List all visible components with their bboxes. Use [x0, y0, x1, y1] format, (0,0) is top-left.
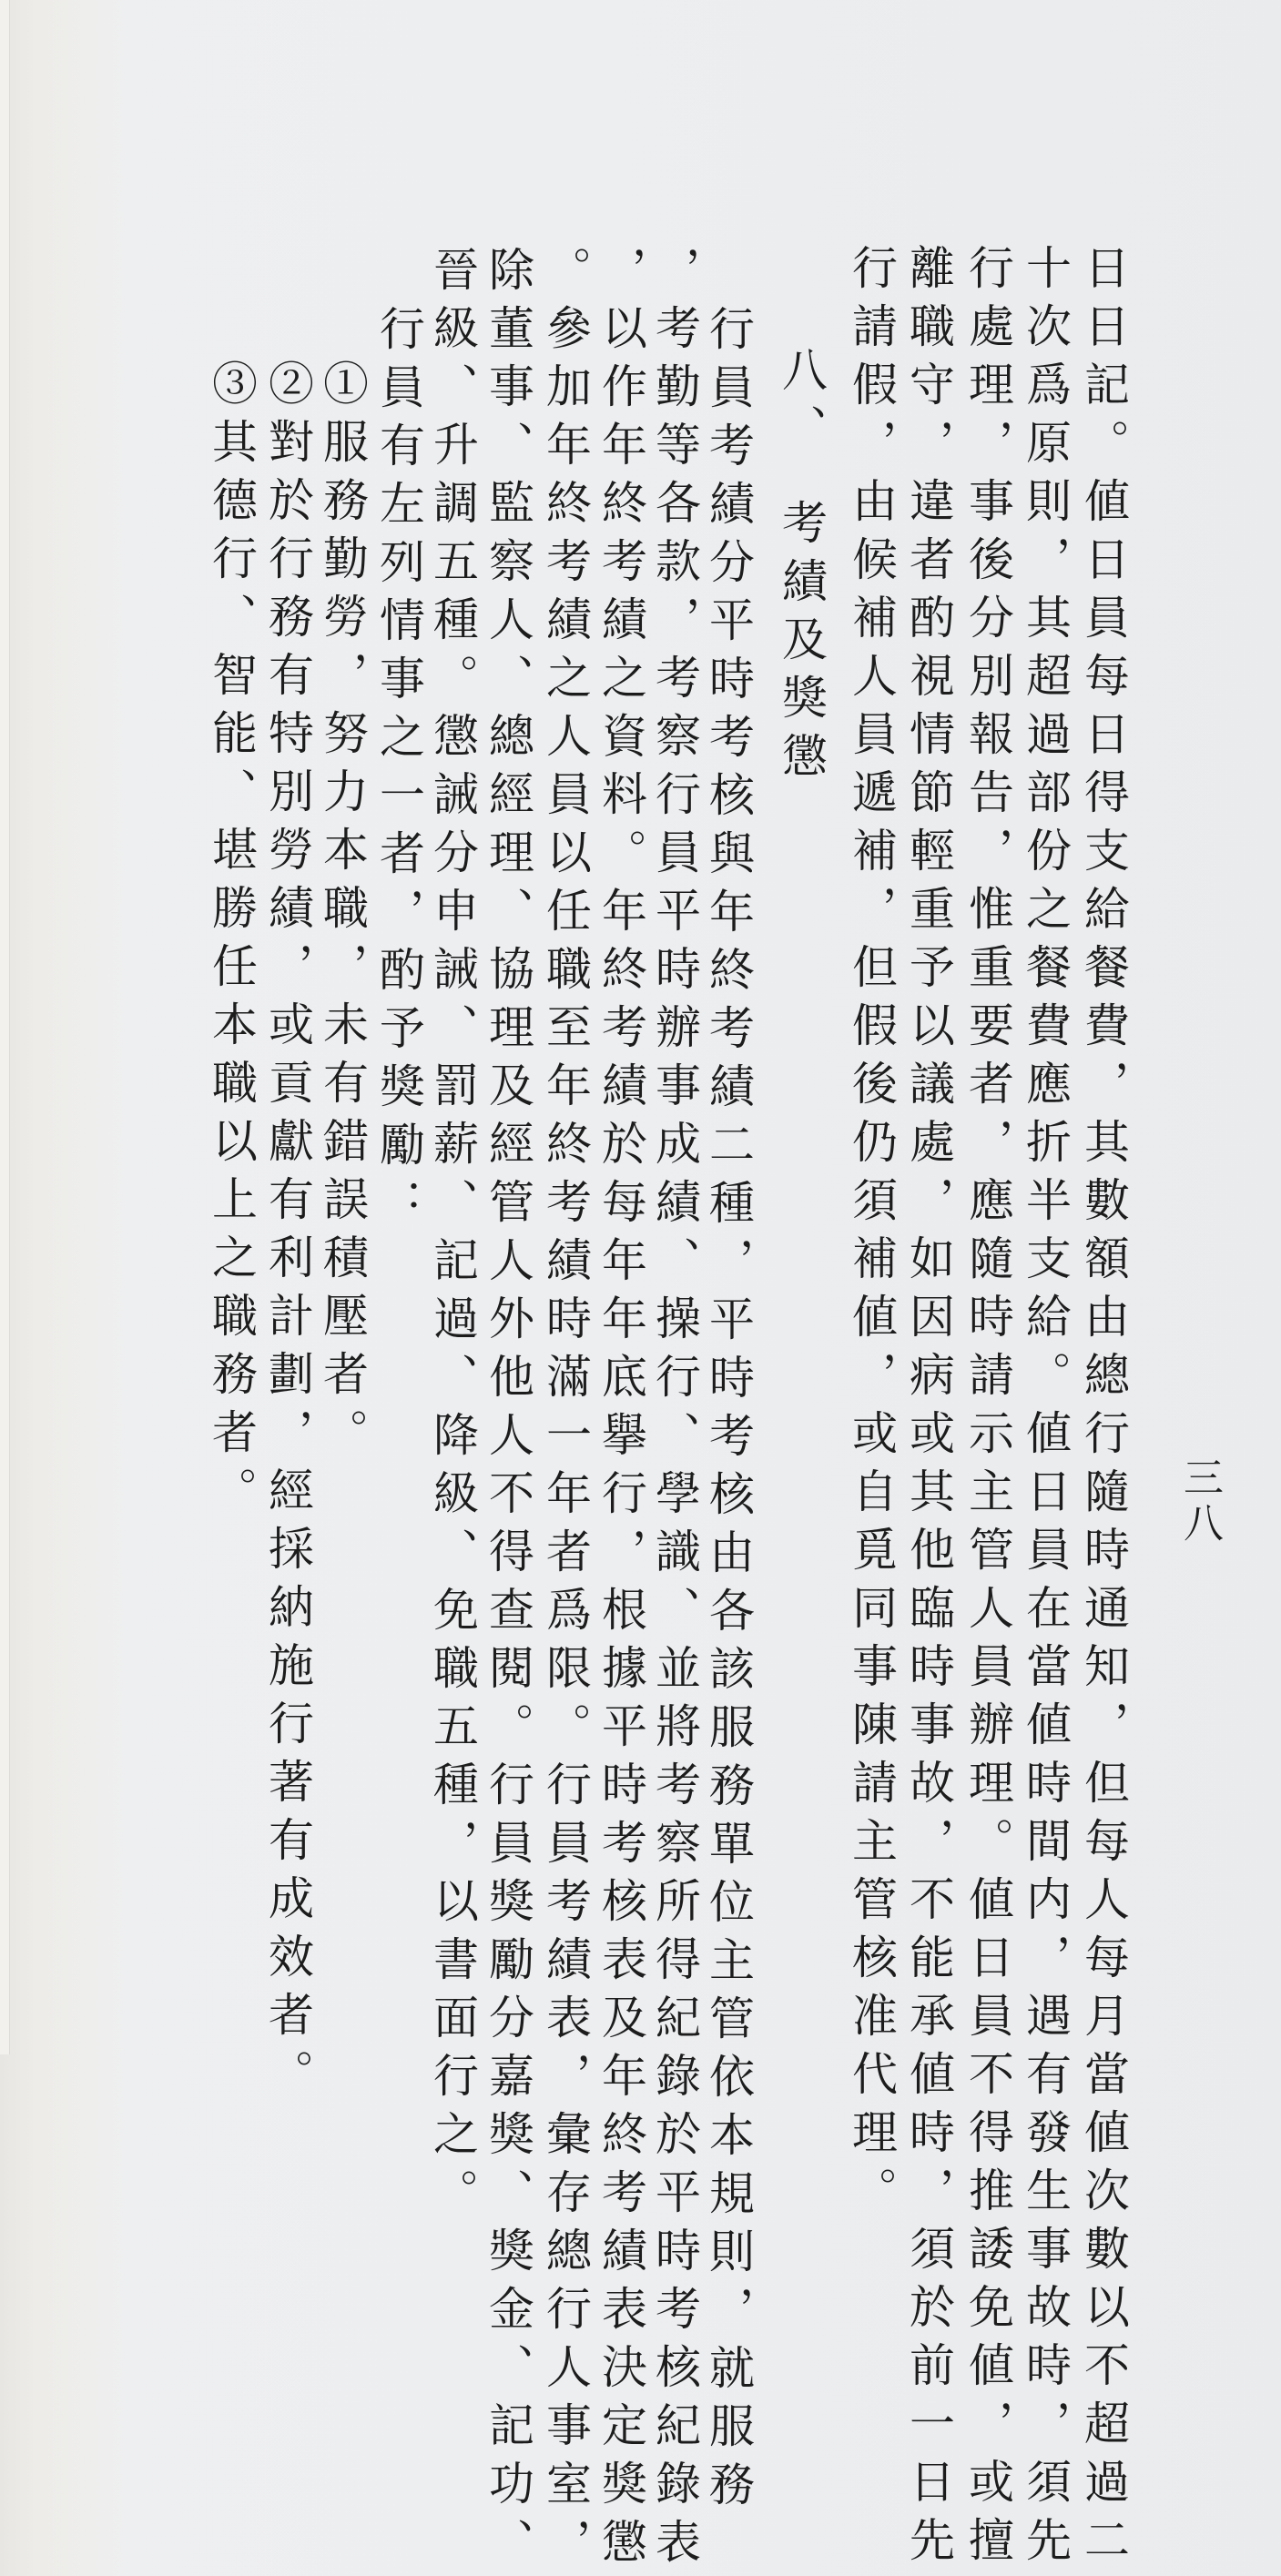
paragraph-2-column-3: ，以作年終考績之資料。年終考績於每年年底擧行，根據平時考核表及年終考績表決定獎懲 — [595, 246, 647, 2576]
paragraph-2-column-4: 。參加年終考績之人員以任職至年終考績時滿一年者爲限。行員考績表，彙存總行人事室， — [539, 246, 592, 2576]
list-item — [260, 360, 315, 2107]
page-binding-edge — [0, 0, 10, 2054]
list-intro: 行員有左列情事之一者，酌予獎勵： — [372, 305, 425, 1237]
section-heading — [774, 346, 829, 790]
list-item — [315, 360, 370, 1466]
paragraph-1-column-5: 行請假，由候補人員遞補，但假後仍須補値，或自覓同事陳請主管核准代理。 — [845, 244, 898, 2225]
list-item-text: 服務勤勞，努力本職，未有錯誤積壓者。 — [316, 418, 369, 1466]
paragraph-1-column-1: 日日記。値日員每日得支給餐費，其數額由總行隨時通知，但每人每月當値次數以不超過二 — [1077, 244, 1130, 2574]
section-title: 考績及獎懲 — [775, 499, 828, 790]
paragraph-2-column-6: 晉級、升調五種。懲誡分申誡、罰薪、記過、降級、免職五種，以書面行之。 — [426, 246, 479, 2226]
paragraph-2-column-1: 行員考績分平時考核與年終考績二種，平時考核由各該服務單位主管依本規則，就服務 — [702, 305, 755, 2519]
list-item — [204, 360, 259, 1525]
list-marker: ① — [316, 360, 369, 418]
page-number: 三八 — [1176, 1456, 1223, 1547]
paragraph-1-column-3: 行處理，事後分別報告，惟重要者，應隨時請示主管人員辦理。値日員不得推諉免値，或擅 — [961, 244, 1014, 2574]
section-number: 八、 — [775, 346, 828, 462]
paragraph-1-column-2: 十次爲原則，其超過部份之餐費應折半支給。値日員在當値時間内，遇有發生事故時，須先 — [1019, 244, 1072, 2574]
paragraph-2-column-5: 除董事、監察人、總經理、協理及經管人外他人不得查閱。行員獎勵分嘉獎、獎金、記功、 — [482, 246, 534, 2576]
list-marker: ③ — [205, 360, 258, 418]
paragraph-1-column-4: 離職守，違者酌視情節輕重予以議處，如因病或其他臨時事故，不能承値時，須於前一日先 — [902, 244, 955, 2574]
paragraph-2-column-2: ，考勤等各款，考察行員平時辦事成績、操行、學識、並將考察所得紀錄於平時考核紀錄表 — [648, 246, 701, 2576]
list-item-text: 其德行、智能、堪勝任本職以上之職務者。 — [205, 418, 258, 1525]
list-item-text: 對於行務有特別勞績，或貢獻有利計劃，經採納施行著有成效者。 — [261, 418, 314, 2107]
list-marker: ② — [261, 360, 314, 418]
